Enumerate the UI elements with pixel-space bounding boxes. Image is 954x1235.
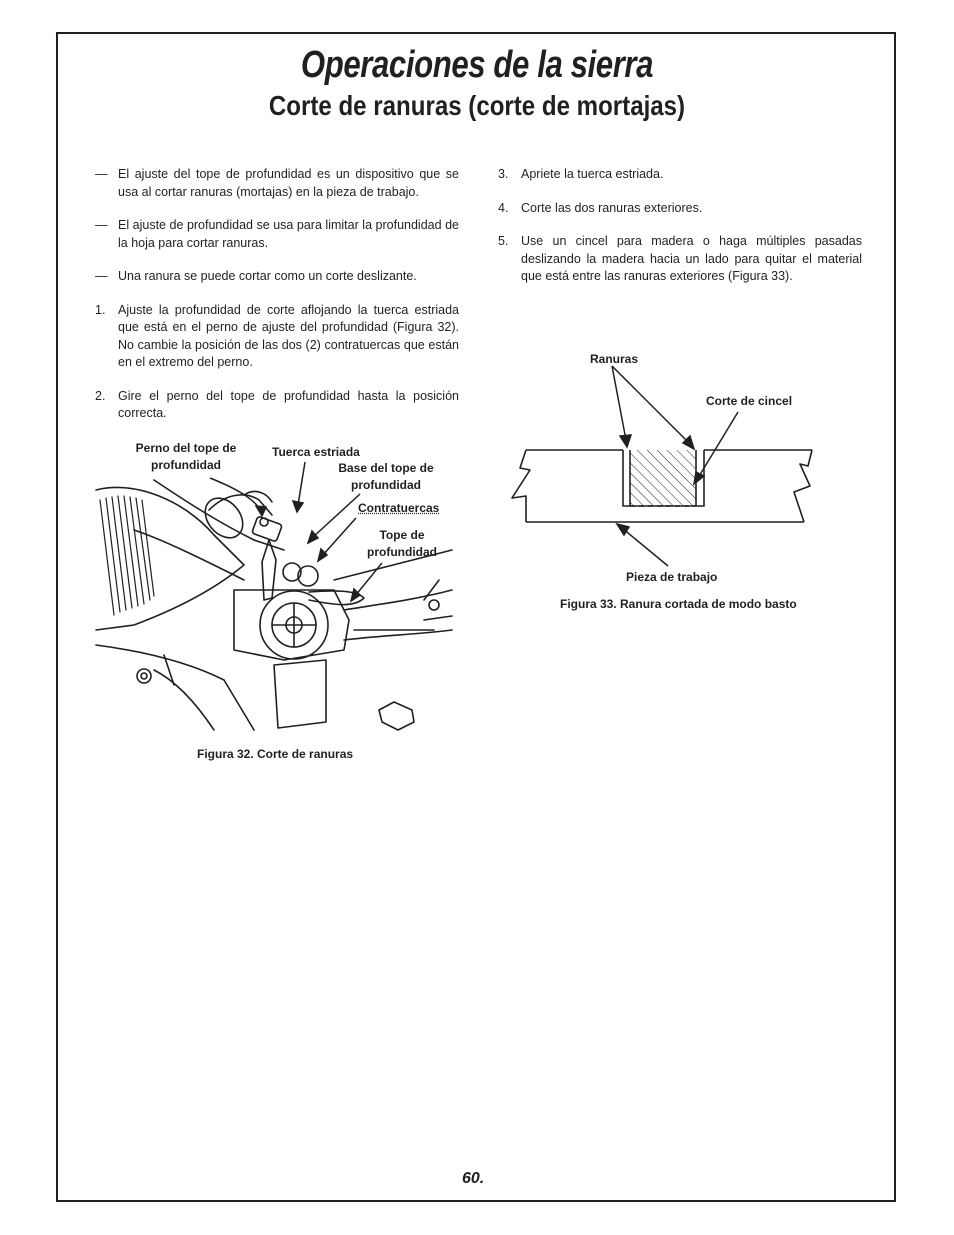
label-ranuras: Ranuras <box>590 352 639 366</box>
label-corte-cincel: Corte de cincel <box>706 394 793 408</box>
list-text: El ajuste de profundidad se usa para limitar la profundidad de la hoja para cortar ranuras. <box>118 218 459 250</box>
list-marker: 3. <box>498 167 509 181</box>
list-marker: 4. <box>498 200 509 215</box>
list-text: Gire el perno del tope de profundidad hasta la posición correcta. <box>118 388 459 420</box>
list-text: Corte las dos ranuras exteriores. <box>521 200 703 215</box>
list-marker: — <box>95 269 108 283</box>
label-perno-tope: Perno del tope de profundidad <box>135 441 237 472</box>
list-marker: — <box>95 218 108 232</box>
list-text: Una ranura se puede cortar como un corte deslizante. <box>118 269 417 283</box>
label-base-tope: Base del tope de profundidad <box>338 461 434 492</box>
list-marker: 2. <box>95 388 106 403</box>
label-contratuercas: Contratuercas <box>358 501 440 515</box>
list-text: Ajuste la profundidad de corte aflojando la tuerca estriada que está en el perno de ajuste del profundidad (Figura 32). No cambie la posición de las dos (2) contratuercas que están en el extremo del perno. <box>118 302 459 369</box>
section-subtitle: Corte de ranuras (corte de mortajas) <box>268 90 686 121</box>
list-text: Use un cincel para madera o haga múltiples pasadas deslizando la madera hacia un lado para quitar el material que está entre las ranuras exteriores (Figura 33). <box>521 234 862 283</box>
page-number: 60. <box>462 1170 485 1187</box>
figure-32-caption: Figura 32. Corte de ranuras <box>197 747 354 761</box>
label-tuerca-estriada: Tuerca estriada <box>272 445 360 459</box>
page-title: Operaciones de la sierra <box>300 44 654 86</box>
label-tope-profundidad: Tope de profundidad <box>367 528 437 559</box>
list-text: El ajuste del tope de profundidad es un dispositivo que se usa al cortar ranuras (mortajas) en la pieza de trabajo. <box>118 167 459 199</box>
list-marker: 5. <box>498 234 509 248</box>
list-marker: — <box>95 167 108 181</box>
list-marker: 1. <box>95 302 106 317</box>
label-pieza-trabajo: Pieza de trabajo <box>626 570 718 584</box>
figure-33-caption: Figura 33. Ranura cortada de modo basto <box>560 597 797 611</box>
list-text: Apriete la tuerca estriada. <box>521 167 664 181</box>
